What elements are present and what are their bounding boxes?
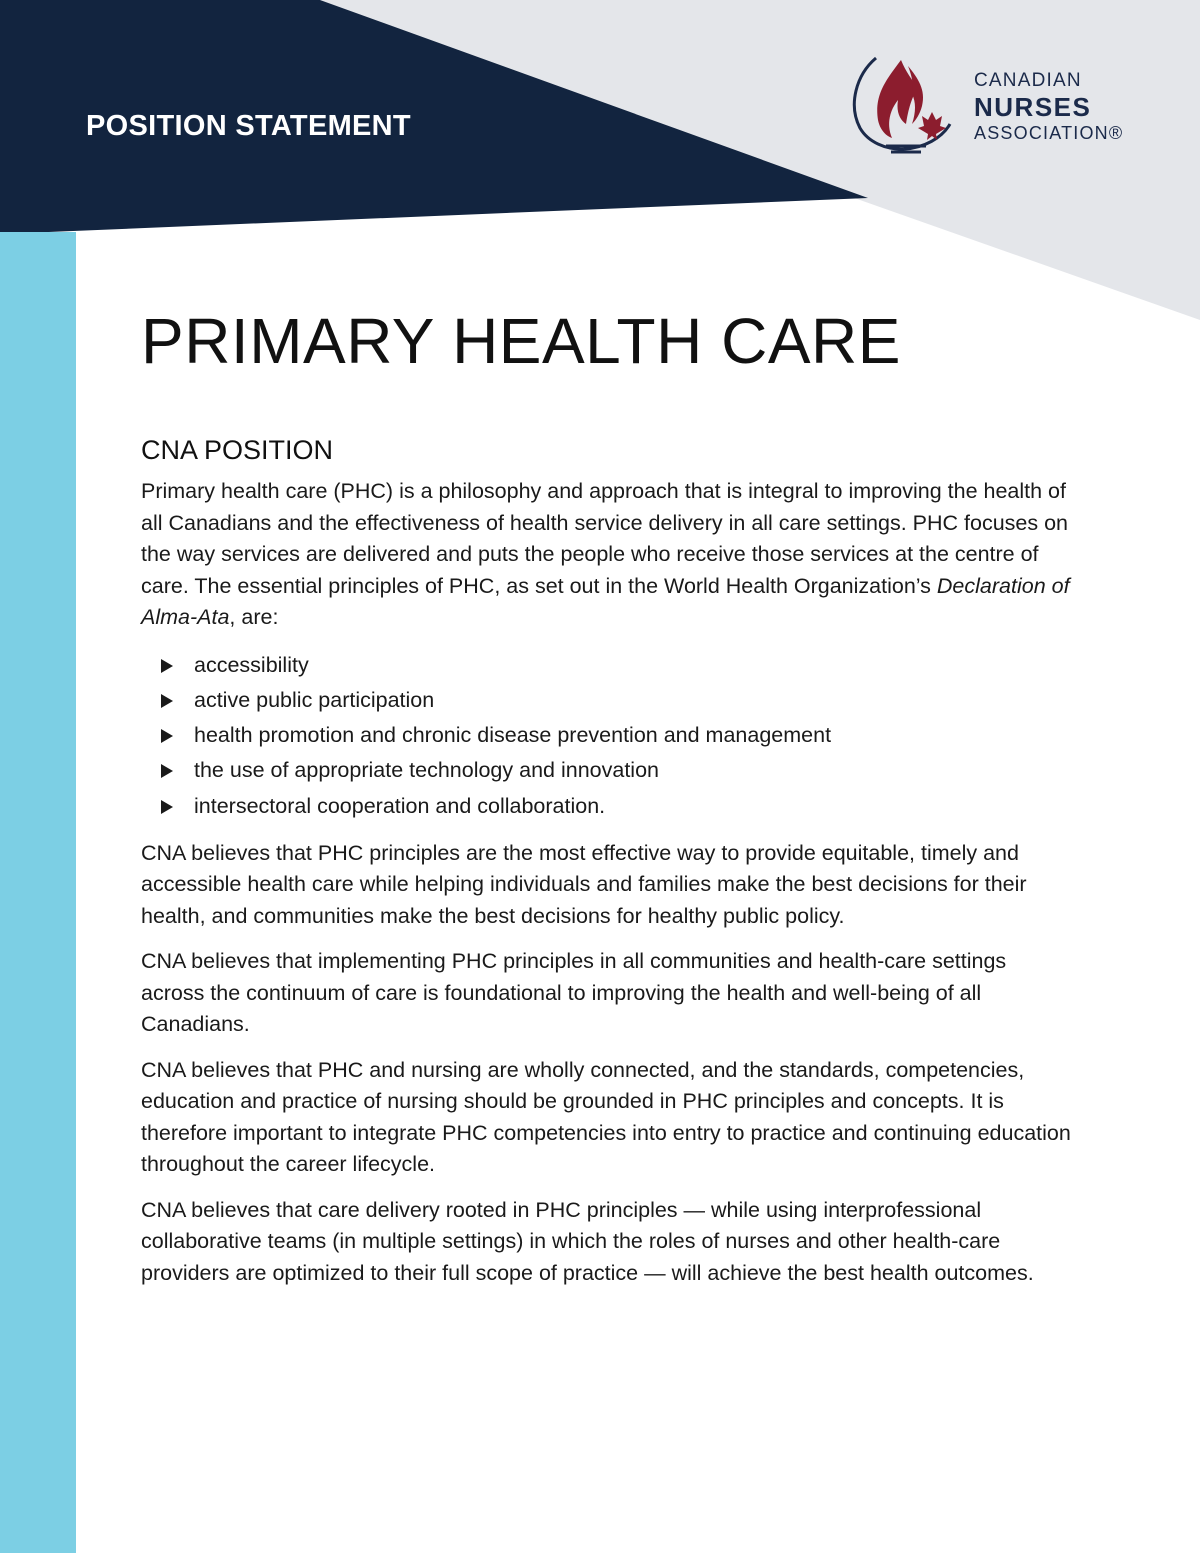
position-paragraph-2: CNA believes that implementing PHC principles in all communities and health-care settings across the continuum of care is foundational to improving the health and well-being of all Canadians.	[141, 949, 1007, 1037]
triangle-bullet-icon	[161, 694, 173, 708]
principles-list	[141, 648, 1071, 824]
position-paragraph-1: CNA believes that PHC principles are the most effective way to provide equitable, timely and accessible health care while helping individuals and families make the best decisions for their health, and communities make the best decisions for healthy public policy.	[141, 840, 1027, 928]
cna-flame-maple-leaf-icon	[846, 50, 956, 160]
list-item-text: intersectoral cooperation and collaboration.	[194, 793, 606, 818]
intro-paragraph	[141, 476, 1071, 634]
logo-wordmark-line3: ASSOCIATION®	[974, 123, 1124, 143]
position-paragraph-4: CNA believes that care delivery rooted in PHC principles — while using interprofessional collaborative teams (in multiple settings) in which the roles of nurses and other health-care providers are optimized to their full scope of practice — will achieve the best health outcomes.	[141, 1197, 1034, 1285]
triangle-bullet-icon	[161, 764, 173, 778]
document-type-label: POSITION STATEMENT	[86, 110, 411, 142]
intro-text: Primary health care (PHC) is a philosophy and approach that is integral to improving the health of all Canadians and the effectiveness of health service delivery in all care settings. PHC focuses on the way services are delivered and puts the people who receive those services at the centre of care. The essential principles of PHC, as set out in the World Health Organization’s	[141, 479, 1068, 598]
triangle-bullet-icon	[161, 800, 173, 814]
intro-italic-title: Declaration of Alma-Ata	[141, 573, 1070, 629]
list-item	[141, 648, 1071, 683]
list-item	[141, 753, 1071, 788]
list-item-text: accessibility	[194, 652, 309, 677]
logo-wordmark-line1: CANADIAN	[974, 70, 1082, 91]
cna-logo	[846, 50, 1146, 160]
side-accent-bar	[0, 232, 76, 1553]
list-item	[141, 683, 1071, 718]
cna-wordmark	[974, 70, 1123, 144]
list-item-text: health promotion and chronic disease prevention and management	[194, 723, 832, 748]
list-item	[141, 789, 1071, 824]
logo-wordmark-line2: NURSES	[974, 92, 1092, 122]
section-heading: CNA POSITION	[141, 435, 334, 465]
triangle-bullet-icon	[161, 729, 173, 743]
list-item	[141, 718, 1071, 753]
intro-text-end: , are:	[229, 605, 279, 629]
page-title: PRIMARY HEALTH CARE	[141, 305, 901, 377]
triangle-bullet-icon	[161, 659, 173, 673]
position-paragraph-3: CNA believes that PHC and nursing are wholly connected, and the standards, competencies, education and practice of nursing should be grounded in PHC principles and concepts. It is therefore important to integrate PHC competencies into entry to practice and continuing education throughout the career lifecycle.	[141, 1057, 1071, 1177]
document-body	[141, 300, 1071, 1303]
list-item-text: the use of appropriate technology and innovation	[194, 758, 659, 783]
list-item-text: active public participation	[194, 687, 435, 712]
